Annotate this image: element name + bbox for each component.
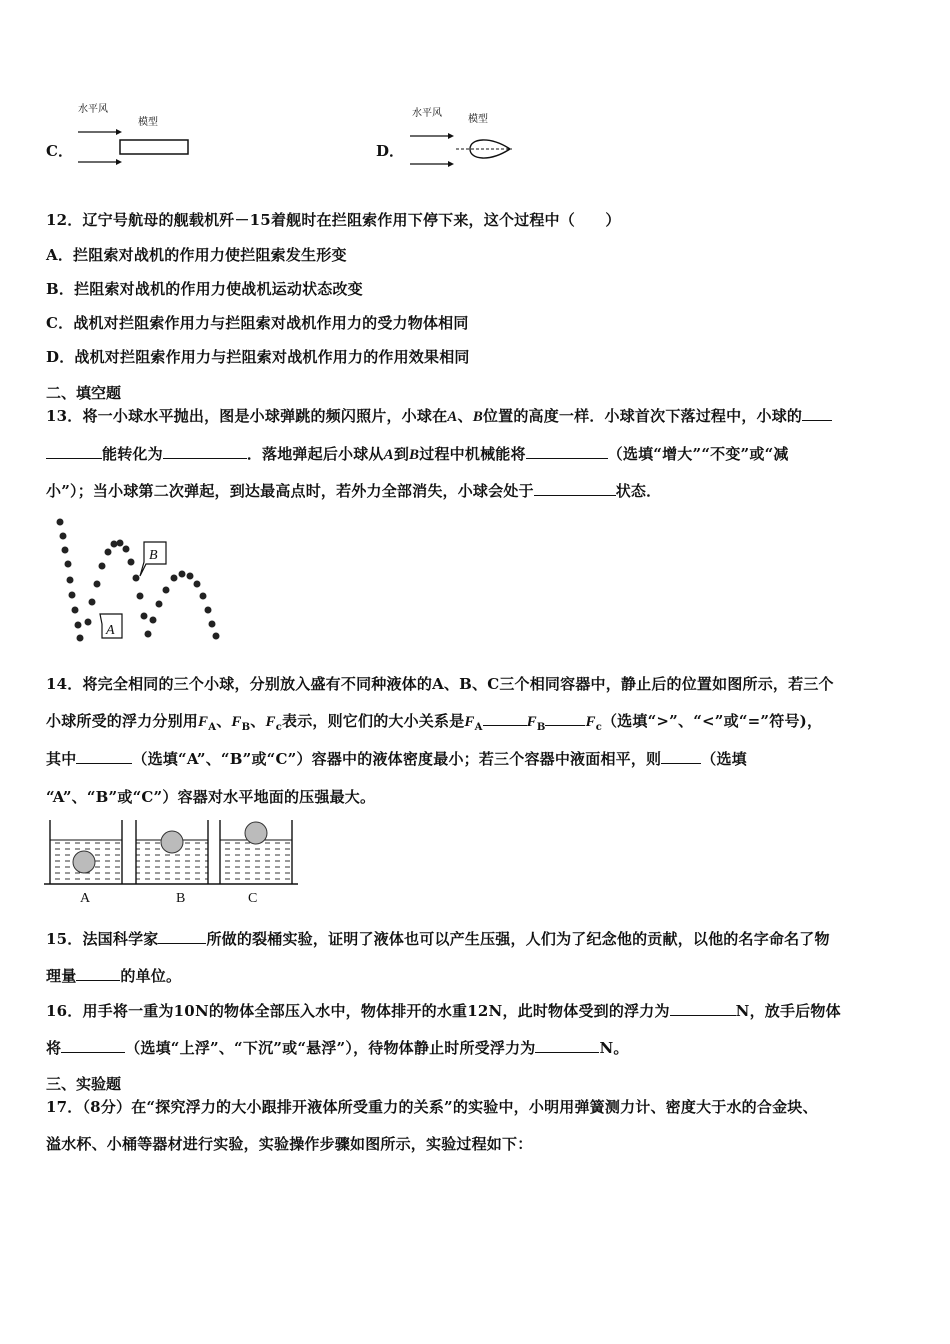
answer-blank[interactable]	[76, 966, 120, 981]
q14-line-4: “A”、“B”或“C”）容器对水平地面的压强最大。	[46, 788, 376, 806]
answer-blank[interactable]	[670, 1001, 736, 1016]
q14-line-1: 14．将完全相同的三个小球，分别放入盛有不同种液体的A、B、C三个相同容器中，静止后的位置如图所示，若三个	[46, 675, 834, 693]
position-a-label: A	[106, 623, 115, 638]
answer-blank[interactable]	[526, 444, 608, 459]
q13-line-1: 13．将一小球水平抛出，图是小球弹跳的频闪照片，小球在A、B位置的高度一样．小球首次下落过程中，小球的	[46, 406, 832, 427]
answer-blank[interactable]	[46, 444, 102, 459]
q15-line-2: 理量 的单位。	[46, 967, 182, 985]
ball-a	[73, 851, 95, 873]
arrow-head-icon	[448, 133, 454, 139]
arrow-head-icon	[116, 159, 122, 165]
q12-option-d: D．战机对拦阻索作用力与拦阻索对战机作用力的作用效果相同	[46, 348, 470, 366]
container-b	[136, 820, 208, 884]
q16-line-1: 16．用手将一重为10N的物体全部压入水中，物体排开的水重12N，此时物体受到的浮力为 N，放手后物体	[46, 1002, 841, 1020]
option-c-label: C．	[46, 142, 73, 160]
option-c-diagram	[76, 98, 206, 168]
answer-blank[interactable]	[802, 406, 832, 421]
answer-blank[interactable]	[158, 929, 206, 944]
q12-option-c: C．战机对拦阻索作用力与拦阻索对战机作用力的受力物体相同	[46, 314, 469, 332]
model-label: 模型	[468, 114, 488, 125]
container-label-b: B	[176, 891, 186, 906]
arrow-head-icon	[116, 129, 122, 135]
three-containers-figure	[44, 816, 300, 908]
answer-blank[interactable]	[545, 711, 585, 726]
option-d-label: D．	[376, 142, 405, 160]
q14-line-2: 小球所受的浮力分别用$F_A$、$F_B$、$F_c$表示，则它们的大小关系是$F_A$ $F_B$ $F_c$（选填“>”、“<”或“=”符号)，	[46, 712, 823, 733]
option-d-diagram	[408, 102, 528, 168]
q13-line-3: 小”）；当小球第二次弹起，到达最高点时，若外力全部消失，小球会处于 状态．	[46, 482, 662, 500]
answer-blank[interactable]	[535, 1038, 599, 1053]
answer-blank[interactable]	[483, 711, 527, 726]
q12-option-a: A．拦阻索对战机的作用力使拦阻索发生形变	[46, 246, 347, 264]
answer-blank[interactable]	[661, 749, 701, 764]
container-label-c: C	[248, 891, 258, 906]
q17-line-1: 17．（8分）在“探究浮力的大小跟排开液体所受重力的关系”的实验中，小明用弹簧测力计、密度大于水的合金块、	[46, 1098, 818, 1116]
model-label: 模型	[138, 117, 158, 128]
answer-blank[interactable]	[163, 444, 247, 459]
container-a	[50, 820, 122, 884]
q12-option-b: B．拦阻索对战机的作用力使战机运动状态改变	[46, 280, 363, 298]
section-experiment: 三、实验题	[46, 1075, 122, 1093]
answer-blank[interactable]	[534, 481, 616, 496]
q16-line-2: 将 （选填“上浮”、“下沉”或“悬浮”），待物体静止时所受浮力为 N。	[46, 1039, 629, 1057]
position-b-label: B	[149, 548, 158, 563]
ball-c	[245, 822, 267, 844]
wind-label: 水平风	[412, 108, 442, 119]
ball-b	[161, 831, 183, 853]
q15-line-1: 15．法国科学家 所做的裂桶实验，证明了液体也可以产生压强，人们为了纪念他的贡献，以他的名字命名了物	[46, 930, 830, 948]
answer-blank[interactable]	[61, 1038, 125, 1053]
arrow-head-icon	[448, 161, 454, 167]
q17-line-2: 溢水杯、小桶等器材进行实验，实验操作步骤如图所示，实验过程如下：	[46, 1135, 533, 1153]
wind-label: 水平风	[78, 104, 108, 115]
ball-trail	[57, 519, 220, 642]
rectangle-model	[120, 140, 188, 154]
container-c	[220, 820, 292, 884]
answer-blank[interactable]	[76, 749, 132, 764]
q14-line-3: 其中 （选填“A”、“B”或“C”）容器中的液体密度最小；若三个容器中液面相平，则 （选填	[46, 750, 747, 768]
bouncing-ball-figure	[48, 514, 228, 648]
section-fill-blank: 二、填空题	[46, 384, 122, 402]
container-label-a: A	[80, 891, 91, 906]
q12-stem: 12．辽宁号航母的舰载机歼－15着舰时在拦阻索作用下停下来，这个过程中（ ）	[46, 211, 621, 229]
q13-line-2: 能转化为 ．落地弹起后小球从A到B过程中机械能将 （选填“增大”“不变”或“减	[46, 444, 789, 465]
